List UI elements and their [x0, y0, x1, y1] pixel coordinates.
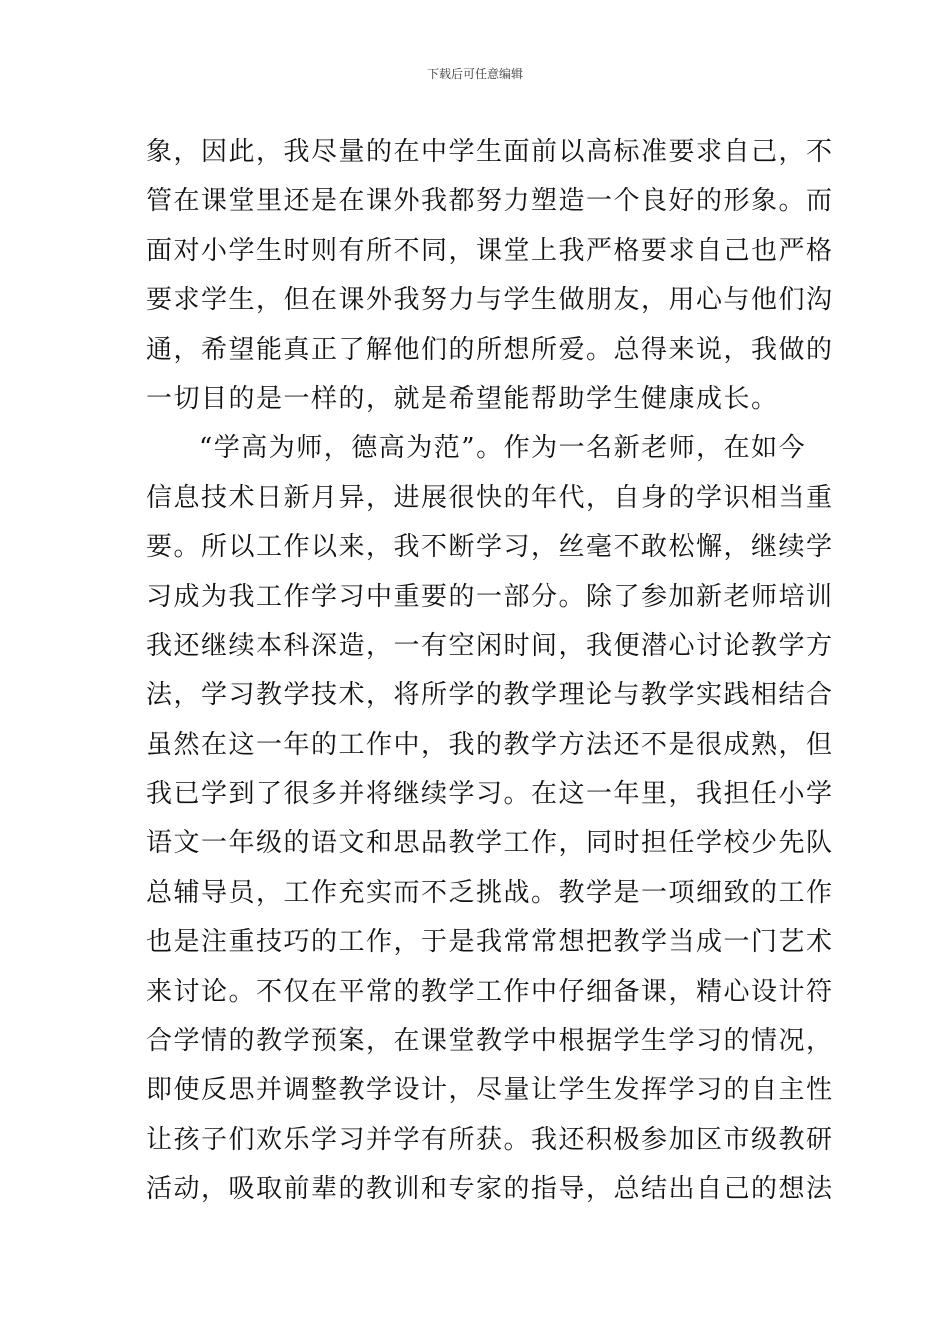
text-line: 合学情的教学预案，在课堂教学中根据学生学习的情况， [146, 1026, 834, 1057]
text-line: 虽然在这一年的工作中，我的教学方法还不是很成熟，但 [146, 729, 834, 760]
text-line: 总辅导员，工作充实而不乏挑战。教学是一项细致的工作 [146, 877, 834, 908]
text-line: 一切目的是一样的，就是希望能帮助学生健康成长。 [146, 383, 779, 414]
text-line: 要求学生，但在课外我努力与学生做朋友，用心与他们沟 [146, 285, 834, 316]
text-line: 面对小学生时则有所不同，课堂上我严格要求自己也严格 [146, 235, 834, 266]
text-line: 语文一年级的语文和思品教学工作，同时担任学校少先队 [146, 828, 834, 859]
paragraph-first-line: “学高为师，德高为范”。作为一名新老师，在如今 [199, 433, 807, 464]
page-header: 下载后可任意编辑 [426, 67, 523, 81]
text-line: 习成为我工作学习中重要的一部分。除了参加新老师培训 [146, 581, 834, 612]
text-line: 信息技术日新月异，进展很快的年代，自身的学识相当重 [146, 482, 834, 513]
text-line: 通，希望能真正了解他们的所想所爱。总得来说，我做的 [146, 334, 834, 365]
text-line: 象，因此，我尽量的在中学生面前以高标准要求自己，不 [146, 137, 834, 167]
text-line: 来讨论。不仅在平常的教学工作中仔细备课，精心设计符 [146, 976, 834, 1007]
text-line: 法，学习教学技术，将所学的教学理论与教学实践相结合 [146, 680, 834, 711]
text-line: 活动，吸取前辈的教训和专家的指导，总结出自己的想法 [146, 1174, 834, 1205]
text-line: 让孩子们欢乐学习并学有所获。我还积极参加区市级教研 [146, 1124, 834, 1155]
text-line: 也是注重技巧的工作，于是我常常想把教学当成一门艺术 [146, 927, 834, 958]
text-line: 要。所以工作以来，我不断学习，丝毫不敢松懈，继续学 [146, 532, 834, 563]
text-line: 管在课堂里还是在课外我都努力塑造一个良好的形象。而 [146, 186, 834, 217]
text-line: 我已学到了很多并将继续学习。在这一年里，我担任小学 [146, 779, 834, 810]
body-text [146, 128, 834, 1215]
text-line: 即使反思并调整教学设计，尽量让学生发挥学习的自主性 [146, 1075, 834, 1106]
text-line: 我还继续本科深造，一有空闲时间，我便潜心讨论教学方 [146, 630, 834, 661]
